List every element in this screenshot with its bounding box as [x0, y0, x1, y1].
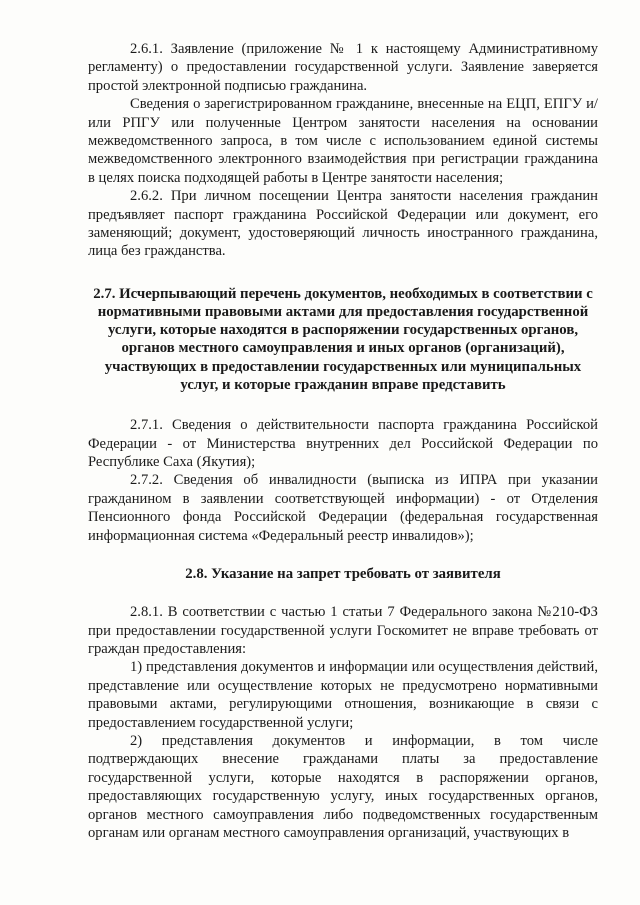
paragraph-registered-citizen: Сведения о зарегистрированном гражданине, внесенные на ЕЦП, ЕПГУ и/или РПГУ или полученные Центром занятости населения на основании межведомственного запроса, в том числе с использованием единой системы межведомственного электронного взаимодействия при регистрации гражданина в целях поиска подходящей работы в Центре занятости населения;: [88, 96, 598, 186]
paragraph-2-7-1: 2.7.1. Сведения о действительности паспорта гражданина Российской Федерации - от Министерства внутренних дел Российской Федерации по Республике Саха (Якутия);: [88, 417, 598, 470]
paragraph-2-6-2: 2.6.2. При личном посещении Центра занятости населения гражданин предъявляет паспорт гражданина Российской Федерации или документ, его заменяющий; документ, удостоверяющий личность иностранного гражданина, лица без гражданства.: [88, 188, 598, 260]
section-heading-2-8: 2.8. Указание на запрет требовать от заявителя: [185, 565, 501, 582]
document-body: [88, 40, 598, 842]
list-item-2: 2) представления документов и информации, в том числе подтверждающих внесение гражданами платы за предоставление государственной услуги, которые находятся в распоряжении органов, предоставляющих государственную услугу, иных государственных органов, органов местного самоуправления либо подведомственных государственным органам или органам местного самоуправления организаций, участвующих в: [88, 732, 598, 842]
paragraph-2-7-2: 2.7.2. Сведения об инвалидности (выписка из ИПРА при указании гражданином в заявлении соответствующей информации) - от Отделения Пенсионного фонда Российской Федерации (федеральная государственная информационная система «Федеральный реестр инвалидов»);: [88, 472, 598, 544]
section-heading-2-7: 2.7. Исчерпывающий перечень документов, необходимых в соответствии с нормативными правовыми актами для предоставления государственной услуги, которые находятся в распоряжении государственных органов, органов местного самоуправления и иных органов (организаций), участвующих в предоставлении государственных или муниципальных услуг, и которые гражданин вправе представить: [93, 285, 593, 393]
paragraph-2-6-1: 2.6.1. Заявление (приложение № 1 к настоящему Административному регламенту) о предоставлении государственной услуги. Заявление заверяется простой электронной подписью гражданина.: [88, 41, 598, 94]
list-item-1: 1) представления документов и информации или осуществления действий, представление или осуществление которых не предусмотрено нормативными правовыми актами, регулирующими отношения, возникающие в связи с предоставлением государственной услуги;: [88, 659, 598, 731]
paragraph-2-8-1: 2.8.1. В соответствии с частью 1 статьи 7 Федерального закона №210-ФЗ при предоставлении государственной услуги Госкомитет не вправе требовать от граждан предоставления:: [88, 604, 598, 657]
